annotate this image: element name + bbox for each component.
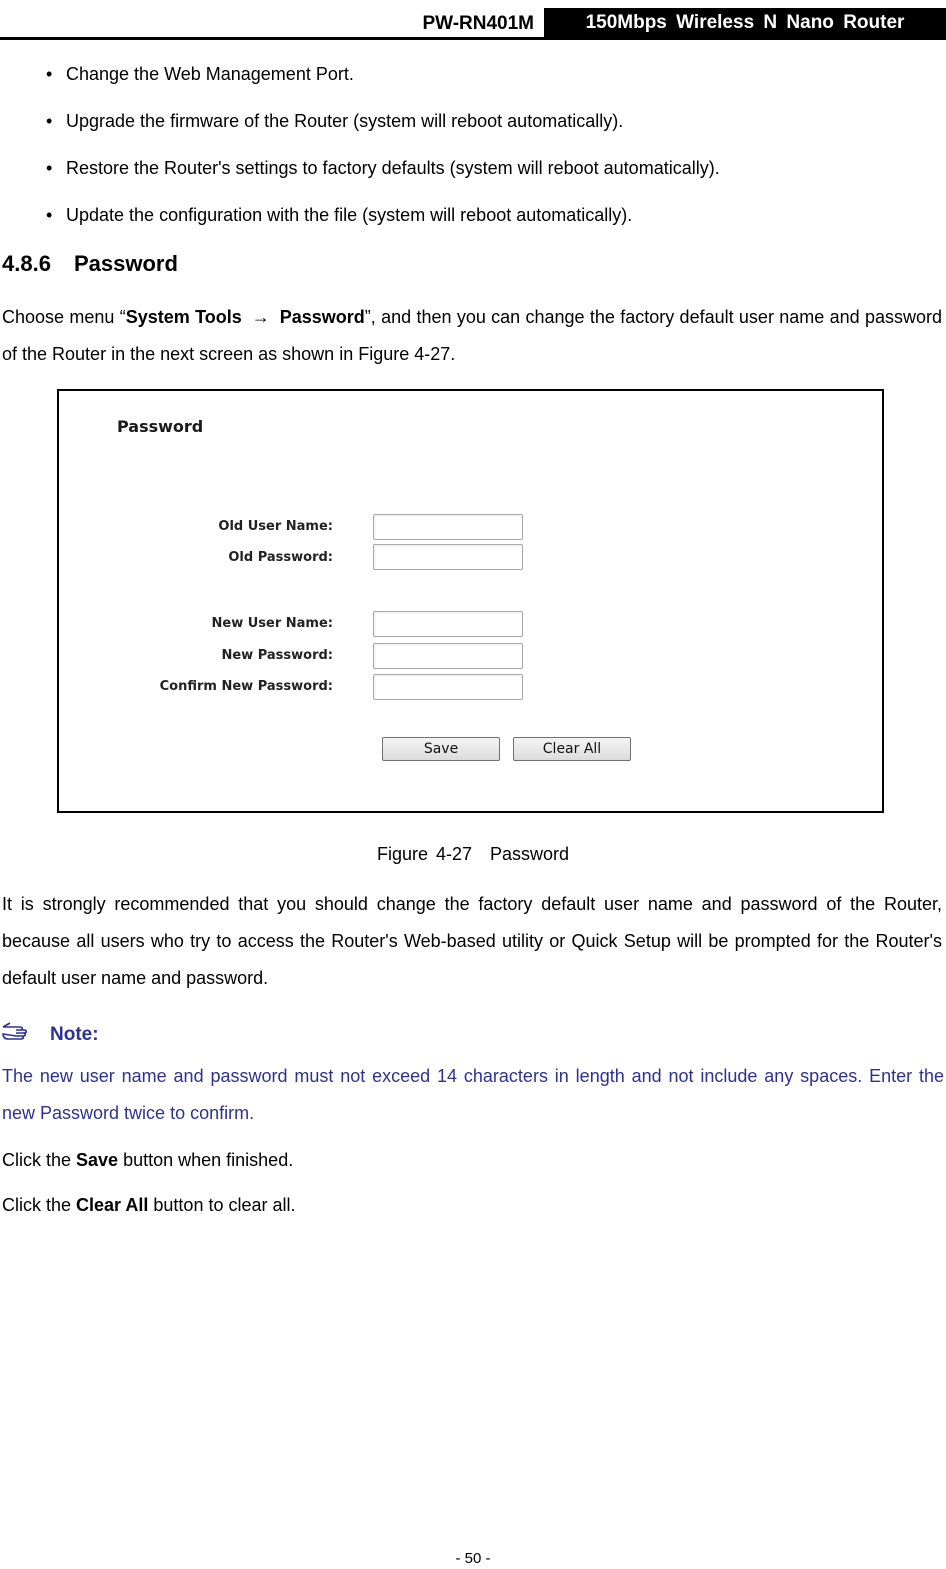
new-user-name-input[interactable] [373, 611, 523, 637]
recommendation-paragraph: It is strongly recommended that you should change the factory default user name and password of the Router, because all users who try to access the Router's Web-based utility or Quick Setup will be prompted for the Router's default user name and password. [2, 894, 942, 988]
model-name: PW-RN401M [422, 13, 534, 34]
list-item: • Update the configuration with the file (system will reboot automatically). [46, 205, 720, 252]
form-title: Password [117, 417, 204, 436]
section-heading [2, 251, 178, 277]
note-text: The new user name and password must not exceed 14 characters in length and not include any spaces. Enter the new Password twice to confirm. [2, 1066, 944, 1123]
note-heading [2, 1022, 99, 1046]
save-button[interactable]: Save [382, 737, 500, 761]
confirm-password-input[interactable] [373, 674, 523, 700]
new-user-name-label: New User Name: [211, 616, 333, 631]
clear-instruction [2, 1195, 296, 1216]
old-password-label: Old Password: [228, 550, 333, 565]
old-password-input[interactable] [373, 544, 523, 570]
instruction-suffix: button to clear all. [148, 1195, 296, 1215]
old-user-name-label: Old User Name: [218, 519, 333, 534]
instruction-suffix: button when finished. [118, 1150, 294, 1170]
page-header [0, 8, 946, 40]
instruction-bold: Clear All [76, 1195, 149, 1215]
instruction-prefix: Click the [2, 1195, 77, 1215]
arrow-icon: → [251, 307, 270, 327]
confirm-password-label: Confirm New Password: [159, 679, 333, 694]
list-item: • Change the Web Management Port. [46, 64, 720, 111]
clear-all-button[interactable]: Clear All [513, 737, 631, 761]
pointing-hand-icon [2, 1022, 36, 1046]
list-item: • Restore the Router's settings to factory defaults (system will reboot automatically). [46, 158, 720, 205]
list-item: • Upgrade the firmware of the Router (system will reboot automatically). [46, 111, 720, 158]
menu-name: System Tools [125, 307, 242, 327]
new-password-label: New Password: [221, 648, 333, 663]
password-screenshot [57, 389, 884, 813]
intro-paragraph [2, 299, 942, 373]
new-password-input[interactable] [373, 643, 523, 669]
menu-item: Password [279, 307, 365, 327]
product-name: 150Mbps Wireless N Nano Router [544, 8, 946, 37]
section-number: 4.8.6 [2, 251, 51, 276]
figure-caption: Figure 4-27 Password [376, 844, 570, 864]
feature-list [46, 64, 720, 252]
instruction-prefix: Click the [2, 1150, 77, 1170]
note-label: Note: [50, 1024, 99, 1045]
section-title: Password [74, 251, 178, 276]
instruction-bold: Save [76, 1150, 119, 1170]
intro-prefix: Choose menu “ [2, 307, 126, 327]
intro-suffix: ”, and then you can change the factory default user name and password of the Router in the next screen as shown in Figure 4-27. [2, 307, 942, 364]
page-number: - 50 - [455, 1550, 491, 1567]
save-instruction [2, 1150, 293, 1171]
old-user-name-input[interactable] [373, 514, 523, 540]
